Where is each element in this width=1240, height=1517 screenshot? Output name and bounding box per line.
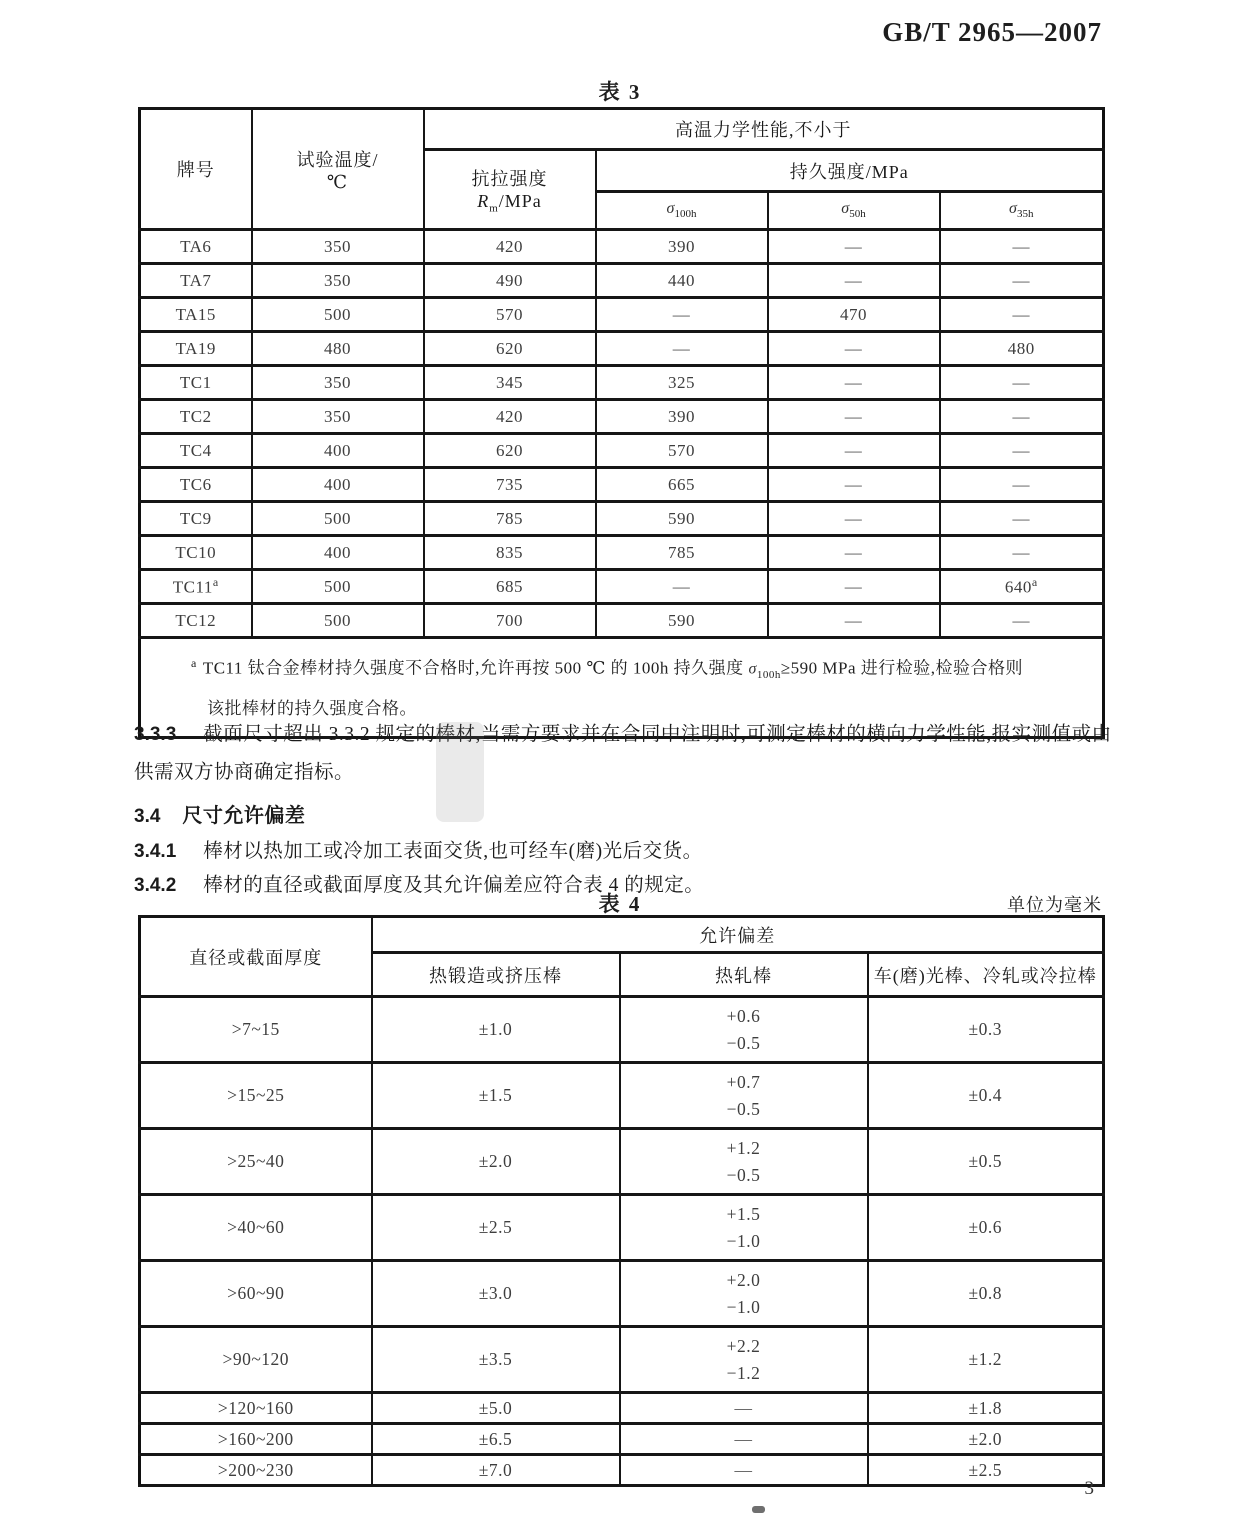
table4-row	[140, 1129, 1104, 1195]
table3-row-tc11: TC11$^a$ 500 685 — — 640$^a$	[140, 570, 1104, 604]
rolled-tolerance-cell: —	[620, 1424, 868, 1455]
page-number: 3	[1084, 1478, 1094, 1499]
table3-header-row-1	[140, 109, 1104, 150]
size-range-cell: >25~40	[140, 1129, 372, 1195]
header-endurance-strength: 持久强度/MPa	[596, 150, 1104, 192]
turned-tolerance-cell: ±0.6	[868, 1195, 1104, 1261]
footnote-ref: a	[212, 575, 219, 590]
turned-tolerance-cell: ±2.0	[868, 1424, 1104, 1455]
table3-row: TC2 350 420 390 — —	[140, 400, 1104, 434]
table4-title: 表 4	[598, 892, 642, 916]
size-range-cell: >60~90	[140, 1261, 372, 1327]
table3-row: TC9 500 785 590 — —	[140, 502, 1104, 536]
section-text: 棒材以热加工或冷加工表面交货,也可经车(磨)光后交货。	[203, 841, 703, 862]
table3-row: TA7 350 490 440 — —	[140, 264, 1104, 298]
rolled-tolerance-cell: +2.0 −1.0	[620, 1261, 868, 1327]
section-text: 棒材的直径或截面厚度及其允许偏差应符合表 4 的规定。	[203, 875, 705, 896]
turned-tolerance-cell: ±1.2	[868, 1327, 1104, 1393]
section-3-4-1	[134, 833, 1112, 871]
turned-tolerance-cell: ±0.8	[868, 1261, 1104, 1327]
table4-row	[140, 1327, 1104, 1393]
section-3-3-3	[134, 716, 1112, 792]
header-tolerance: 允许偏差	[372, 917, 1104, 953]
table3-row: TA15 500 570 — 470 —	[140, 298, 1104, 332]
size-range-cell: >7~15	[140, 997, 372, 1063]
footnote-ref: a	[1031, 575, 1038, 590]
table4-unit-note: 单位为毫米	[1007, 895, 1102, 915]
header-turned-bar: 车(磨)光棒、冷轧或冷拉棒	[868, 953, 1104, 997]
table4-row	[140, 997, 1104, 1063]
table3-row: TC1 350 345 325 — —	[140, 366, 1104, 400]
table4-row	[140, 1063, 1104, 1129]
turned-tolerance-cell: ±0.3	[868, 997, 1104, 1063]
forged-tolerance-cell: ±1.5	[372, 1063, 620, 1129]
header-high-temp-props: 高温力学性能,不小于	[424, 109, 1104, 150]
forged-tolerance-cell: ±2.5	[372, 1195, 620, 1261]
forged-tolerance-cell: ±7.0	[372, 1455, 620, 1486]
table3-title: 表 3	[598, 80, 642, 104]
section-number: 3.4.1	[134, 841, 177, 862]
table3-row: TA6 350 420 390 — —	[140, 230, 1104, 264]
standard-code: GB/T 2965—2007	[882, 17, 1102, 47]
size-range-cell: >15~25	[140, 1063, 372, 1129]
forged-tolerance-cell: ±5.0	[372, 1393, 620, 1424]
rolled-tolerance-cell: +1.2 −0.5	[620, 1129, 868, 1195]
header-sigma-35h: $\sigma_{35h}$	[940, 192, 1104, 230]
turned-tolerance-cell: ±1.8	[868, 1393, 1104, 1424]
rolled-tolerance-cell: +0.7 −0.5	[620, 1063, 868, 1129]
size-range-cell: >160~200	[140, 1424, 372, 1455]
table3-row: TC12 500 700 590 — —	[140, 604, 1104, 638]
table3-row: TA19 480 620 — — 480	[140, 332, 1104, 366]
turned-tolerance-cell: ±2.5	[868, 1455, 1104, 1486]
turned-tolerance-cell: ±0.5	[868, 1129, 1104, 1195]
section-number: 3.4	[134, 806, 161, 827]
header-rolled-bar: 热轧棒	[620, 953, 868, 997]
table3-row: TC10 400 835 785 — —	[140, 536, 1104, 570]
header-forged-bar: 热锻造或挤压棒	[372, 953, 620, 997]
rolled-tolerance-cell: +1.5 −1.0	[620, 1195, 868, 1261]
table4-row	[140, 1393, 1104, 1424]
forged-tolerance-cell: ±3.5	[372, 1327, 620, 1393]
table4-header-row-1	[140, 917, 1104, 953]
rolled-tolerance-cell: —	[620, 1393, 868, 1424]
section-number: 3.4.2	[134, 875, 177, 896]
header-tensile-strength: 抗拉强度 $R_m$/MPa	[424, 150, 596, 230]
size-range-cell: >200~230	[140, 1455, 372, 1486]
table4-row	[140, 1195, 1104, 1261]
scan-artifact-dot	[752, 1506, 765, 1513]
section-text: 截面尺寸超出 3.3.2 规定的棒材,当需方要求并在合同中注明时,可测定棒材的横向力学性能,报实测值或由供需双方协商确定指标。	[134, 724, 1112, 783]
section-3-4-heading	[134, 797, 1112, 836]
size-range-cell: >120~160	[140, 1393, 372, 1424]
header-grade: 牌号	[140, 109, 252, 230]
scan-artifact-smudge	[436, 722, 484, 822]
table4-row	[140, 1261, 1104, 1327]
rolled-tolerance-cell: +0.6 −0.5	[620, 997, 868, 1063]
turned-tolerance-cell: ±0.4	[868, 1063, 1104, 1129]
forged-tolerance-cell: ±1.0	[372, 997, 620, 1063]
section-number: 3.3.3	[134, 724, 177, 745]
rolled-tolerance-cell: +2.2 −1.2	[620, 1327, 868, 1393]
table3	[138, 107, 1105, 739]
forged-tolerance-cell: ±3.0	[372, 1261, 620, 1327]
table4	[138, 915, 1105, 1487]
forged-tolerance-cell: ±6.5	[372, 1424, 620, 1455]
table3-row: TC6 400 735 665 — —	[140, 468, 1104, 502]
table4-caption	[138, 888, 1102, 914]
header-diameter-range: 直径或截面厚度	[140, 917, 372, 997]
footnote-marker: a	[191, 656, 197, 670]
table3-footnote: $^a$ TC11 钛合金棒材持久强度不合格时,允许再按 500 ℃ 的 100h 持久强度 $\sigma_{100h}\ge 590$ MPa 进行检验,检验合格则 该批棒材的持久强度合格。	[140, 638, 1104, 738]
section-heading-text: 尺寸允许偏差	[182, 805, 306, 827]
table3-row: TC4 400 620 570 — —	[140, 434, 1104, 468]
header-sigma-50h: $\sigma_{50h}$	[768, 192, 940, 230]
forged-tolerance-cell: ±2.0	[372, 1129, 620, 1195]
header-test-temp: 试验温度/ ℃	[252, 109, 424, 230]
rolled-tolerance-cell: —	[620, 1455, 868, 1486]
header-sigma-100h: $\sigma_{100h}$	[596, 192, 768, 230]
size-range-cell: >90~120	[140, 1327, 372, 1393]
table4-row	[140, 1424, 1104, 1455]
size-range-cell: >40~60	[140, 1195, 372, 1261]
